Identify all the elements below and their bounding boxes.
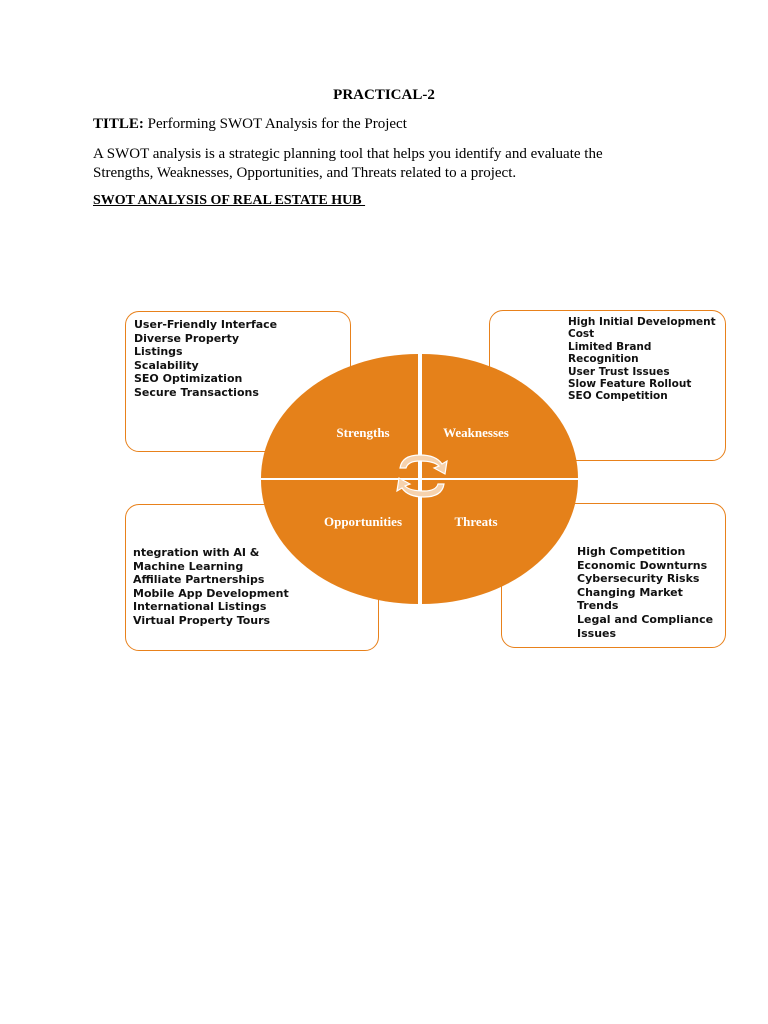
opportunities-item: International Listings: [133, 600, 267, 614]
threats-item: Legal and Compliance: [577, 612, 714, 626]
threats-label: Threats: [454, 514, 498, 529]
swot-ellipse: [261, 354, 578, 604]
weaknesses-item: SEO Competition: [568, 390, 668, 403]
threats-item: Cybersecurity Risks: [577, 572, 700, 586]
threats-item: High Competition: [577, 545, 686, 558]
strengths-item: Secure Transactions: [134, 385, 259, 399]
strengths-item: User-Friendly Interface: [134, 318, 278, 331]
threats-item: Changing Market: [577, 585, 683, 599]
opportunities-item: ntegration with AI &: [133, 546, 260, 559]
strengths-item: Listings: [134, 345, 183, 359]
weaknesses-item: Slow Feature Rollout: [568, 378, 692, 391]
weaknesses-item: Limited Brand Recognition: [568, 340, 652, 366]
threats-quadrant: [422, 480, 578, 604]
strengths-quadrant: [261, 354, 418, 478]
threats-item: Issues: [577, 626, 617, 640]
document-heading: PRACTICAL-2: [333, 87, 435, 103]
weaknesses-item: High Initial Development: [568, 316, 716, 328]
strengths-label: Strengths: [336, 425, 390, 440]
section-heading: SWOT ANALYSIS OF REAL ESTATE HUB: [93, 193, 366, 208]
threats-item: Trends: [577, 599, 619, 613]
strengths-item: SEO Optimization: [134, 372, 243, 386]
threats-item: Economic Downturns: [577, 558, 708, 572]
title-text: Performing SWOT Analysis for the Project: [143, 116, 407, 132]
strengths-item: Scalability: [134, 358, 199, 372]
opportunities-item: Mobile App Development: [133, 586, 289, 600]
intro-line-1: A SWOT analysis is a strategic planning tool that helps you identify and evaluate the: [93, 146, 603, 162]
title-label: TITLE:: [93, 116, 144, 132]
weaknesses-quadrant: [422, 354, 578, 478]
opportunities-item: Affiliate Partnerships: [133, 573, 265, 587]
weaknesses-label: Weaknesses: [443, 425, 509, 440]
opportunities-item: Virtual Property Tours: [133, 613, 271, 627]
opportunities-quadrant: [261, 480, 418, 604]
weaknesses-item: Cost: [568, 328, 595, 341]
opportunities-item: Machine Learning: [133, 559, 244, 573]
strengths-item: Diverse Property: [134, 331, 240, 345]
intro-line-2: Strengths, Weaknesses, Opportunities, and Threats related to a project.: [93, 165, 517, 181]
opportunities-label: Opportunities: [323, 514, 403, 529]
weaknesses-item: User Trust Issues: [568, 365, 670, 378]
